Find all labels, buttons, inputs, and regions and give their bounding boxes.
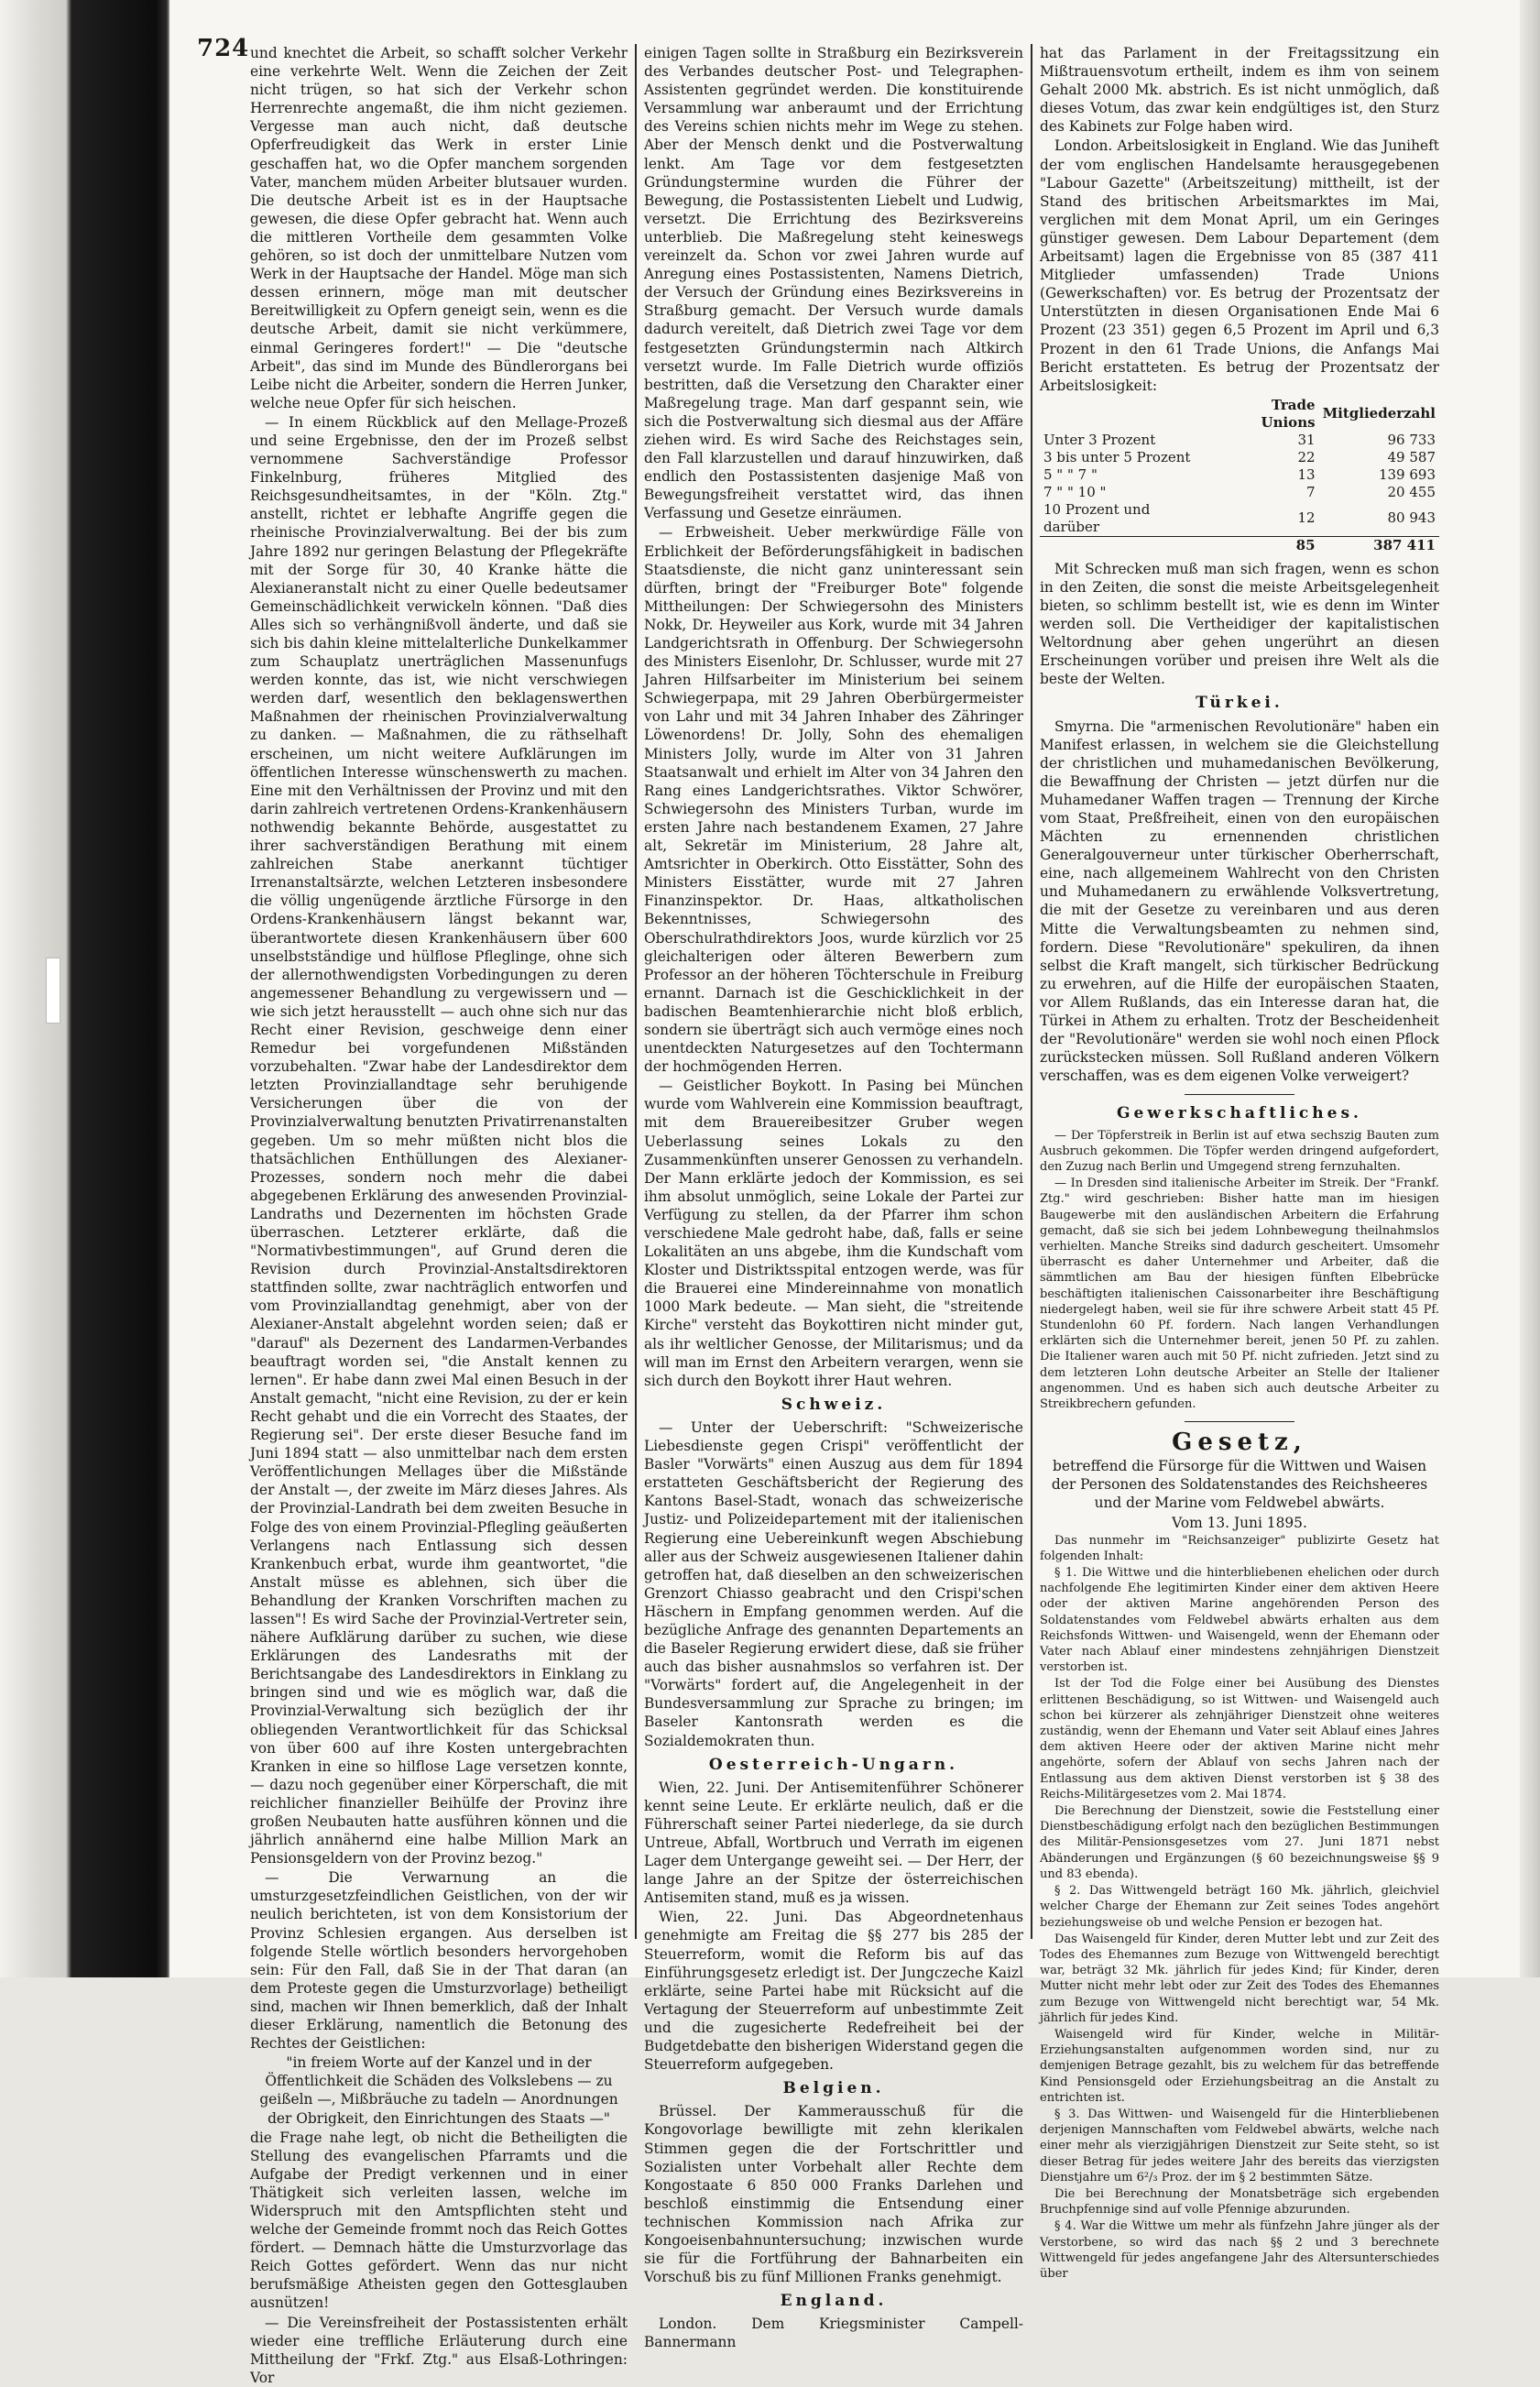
quote-text: "in freiem Worte auf der Kanzel und in der Öffentlichkeit die Schäden des Volkslebens — zu geißeln —, Mißbräuche zu tadeln — Anordnungen der Obrigkeit, den Einrichtungen des Staats —" xyxy=(259,2054,618,2127)
table-row: 5 " " 7 " 13 139 693 xyxy=(1043,465,1436,483)
table-header-blank xyxy=(1040,397,1210,432)
law-paragraph: § 2. Das Wittwengeld beträgt 160 Mk. jährlich, gleichviel welcher Charge der Ehemann zur Zeit seines Todes angehört beziehungsweise ob und welche Pension er bezogen hat. xyxy=(1040,1884,1439,1930)
book-binding xyxy=(0,0,169,1977)
divider-rule xyxy=(1185,1094,1294,1095)
table-total-row: 85 387 411 xyxy=(1040,536,1439,554)
column-rule xyxy=(1031,44,1032,1939)
article-wien-1: Wien, 22. Juni. Der Antisemitenführer Schönerer kennt seine Leute. Er erklärte neulich, daß er die Führerschaft seiner Partei niederlege, da sie durch Untreue, Abfall, Wortbruch und Verrath im eigenen Lager dem Untergange geweiht sei. — Der Herr, der lange Jahre an der Spitze der österreichischen Antisemiten stand, muß es ja wissen. xyxy=(644,1779,1023,1907)
table-row: Unter 3 Prozent 31 96 733 xyxy=(1043,431,1436,448)
article-text: die Frage nahe legt, ob nicht die Betheiligten die Stellung des evangelischen Pfarramts und die Aufgabe der Predigt verkennen und in einer Thätigkeit sich verleiten lassen, welche im Widerspruch mit den Amtspflichten steht und welche der Gemeinde frommt noch das Reich Gottes fördert. — Demnach hätte die Umsturzvorlage das Reich Gottes gefördert. Wenn das nur nicht berufsmäßige Atheisten gegen den Gottesglauben ausnützen! xyxy=(250,2129,628,2312)
trade-unions-table xyxy=(1040,397,1439,554)
article-erbweisheit: — Erbweisheit. Ueber merkwürdige Fälle von Erblichkeit der Beförderungsfähigkeit in badischen Staatsdienste, die nicht ganz uninteressant sein dürften, bringt der "Freiburger Bote" folgende Mittheilungen: Der Schwiegersohn des Ministers Nokk, Dr. Heyweiler aus Kork, wurde mit 34 Jahren Landgerichtsrath in Offenburg. Der Schwiegersohn des Ministers Eisenlohr, Dr. Schlusser, wurde mit 27 Jahren Hilfsarbeiter im Ministerium bei seinem Schwiegerpapa, mit 29 Jahren Oberbürgermeister von Lahr und mit 34 Jahren Inhaber des Zähringer Löwenordens! Dr. Jolly, Sohn des ehemaligen Ministers Jolly, wurde im Alter von 31 Jahren Staatsanwalt und erhielt im Alter von 34 Jahren den Rang eines Landgerichtsrathes. Viktor Schwörer, Schwiegersohn des Ministers Turban, wurde im ersten Jahre nach bestandenem Examen, 27 Jahre alt, Sekretär im Ministerium, 28 Jahre alt, Amtsrichter in Oberkirch. Otto Eisstätter, Sohn des Ministers Eisstätter, wurde mit 27 Jahren Finanzinspektor. Dr. Haas, altkatholischen Bekenntnisses, Schwiegersohn des Oberschulrathdirektors Joos, wurde kürzlich vor 25 gleichalterigen oder älteren Bewerbern zum Professor an der höheren Töchterschule in Freiburg ernannt. Darnach ist die Geschicklichkeit in der badischen Beamtenhierarchie nicht bloß erblich, sondern sie überträgt sich auch vermöge eines noch unentdeckten Naturgesetzes auf den Tochtermann der hochmögenden Herren. xyxy=(644,524,1023,1076)
article-mellage: — In einem Rückblick auf den Mellage-Prozeß und seine Ergebnisse, den der im Prozeß selbst vernommene Sachverständige Professor Finkelnburg, früheres Mitglied des Reichsgesundheitsamtes, in der "Köln. Ztg." anstellt, richtet er lebhafte Angriffe gegen die rheinische Provinzialverwaltung. Bei der bis zum Jahre 1892 nur geringen Belastung der Pflegekräfte mit der Sorge für 30, 40 Kranke hätte die Alexianeranstalt nicht zu einer Quelle bedeutsamer Gemeinschädlichkeit verwickeln können. "Daß dies Alles sich so verhängnißvoll änderte, und daß sie sich bis dahin kleine mittelalterliche Dunkelkammer zum Schauplatz unerträglichen Massenunfugs werden konnte, das ist, wie nicht verschwiegen werden darf, wesentlich den beklagenswerthen Maßnahmen der rheinischen Provinzialverwaltung zu danken. — Maßnahmen, die zu räthselhaft erscheinen, um nicht weitere Aufklärungen im öffentlichen Interesse wünschenswerth zu machen. Eine mit den Verhältnissen der Provinz und mit den darin zahlreich vertretenen Ordens-Krankenhäusern nothwendig bekannte Behörde, ausgestattet zu ihrer sachverständigen Berathung mit einem zahlreichen Stabe anerkannt tüchtiger Irrenanstaltsärzte, welchen Letzteren insbesondere die völlig ungenügende ärztliche Fürsorge in den Ordens-Krankenhäusern längst bekannt war, überantwortete diesen Krankenhäusern über 600 unselbstständige und hülflose Pfleglinge, ohne sich der allernothwendigsten Vorbedingungen zu deren angemessener Behandlung zu vergewissern und — wie sich jetzt herausstellt — auch ohne sich nur das Recht einer Revision, geschweige denn einer Remedur bei vorgefundenen Mißständen vorzubehalten. "Zwar habe der Landesdirektor dem letzten Provinziallandtage sehr beruhigende Versicherungen über die von der Provinzialverwaltung benutzten Privatirrenanstalten gegeben. Um so mehr müßten nicht blos die thatsächlichen Enthüllungen des Alexianer-Prozesses, sondern noch mehr die dabei abgegebenen Erklärung des anwesenden Provinzial-Landraths und Dezernenten im höchsten Grade überraschen. Letzterer erklärte, daß die "Normativbestimmungen", auf Grund deren die Revision durch Provinzial-Anstaltsdirektoren stattfinden sollte, zwar nachträglich entworfen und vom Provinziallandtag genehmigt, aber von der Alexianer-Anstalt abgelehnt worden seien; daß er "darauf" als Dezernent des Landarmen-Verbandes beauftragt worden sei, "die Anstalt kennen zu lernen". Er habe dann zwei Mal einen Besuch in der Anstalt gemacht, "nicht eine Revision, zu der er kein Recht gehabt und die ein Vorrecht des Staates, der Regierung sei". Der erste dieser Besuche fand im Juni 1894 statt — also unmittelbar nach dem ersten Veröffentlichungen Mellages über die Mißstände der Anstalt —, der zweite im März dieses Jahres. Als der Provinzial-Landrath bei dem zweiten Besuche in Folge des von einem Provinzial-Pflegling geäußerten Verlangens nach Entlassung sich dessen Krankenbuch erbat, wurde ihm geantwortet, "die Anstalt müsse es ablehnen, sich über die Behandlung der Kranken Vorschriften machen zu lassen"! Es wird Sache der Provinzial-Vertreter sein, nähere Aufklärung darüber zu suchen, wie diese Erklärungen des Landesraths mit der Berichtsangabe des Landesdirektors in Einklang zu bringen sind und wie es möglich war, daß die Provinzial-Verwaltung sich bezüglich der ihr obliegenden Verantwortlichkeit für das Schicksal von über 600 auf ihre Kosten untergebrachten Kranken in eine so hilflose Lage versetzen konnte, — dazu noch gegenüber einer Körperschaft, die mit reichlicher finanzieller Beihülfe der Provinz ihre großen Neubauten hatte ausführen können und die jährlich annähernd eine halbe Million Mark an Pensionsgeldern von der Provinz bezog." xyxy=(250,413,628,1867)
article-text: einigen Tagen sollte in Straßburg ein Bezirksverein des Verbandes deutscher Post- und Telegraphen-Assistenten gegründet werden. Die konstituirende Versammlung war anberaumt und der Errichtung des Vereins schien nichts mehr im Wege zu stehen. Aber der Mensch denkt und die Postverwaltung lenkt. Am Tage vor dem festgesetzten Gründungstermine wurden die Führer der Bewegung, die Postassistenten Liebelt und Ludwig, versetzt. Die Errichtung des Bezirksvereins unterblieb. Die Maßregelung steht keineswegs vereinzelt da. Schon vor zwei Jahren wurde auf Anregung eines Postassistenten, Namens Dietrich, der Versuch der Gründung eines Bezirksvereins in Straßburg gemacht. Der Versuch wurde damals dadurch vereitelt, daß Dietrich zwei Tage vor dem festgesetzten Gründungstermin nach Altkirch versetzt wurde. Im Falle Dietrich wurde offiziös bestritten, daß die Versetzung den Charakter einer Maßregelung trage. Man darf gespannt sein, wie sich die Postverwaltung sich diesmal aus der Affäre ziehen wird. Es wird Sache des Reichstages sein, den Fall klarzustellen und darauf hinzuwirken, daß endlich den Postassistenten dasjenige Maß von Bewegungsfreiheit verstattet wird, das ihnen Verfassung und Gesetze einräumen. xyxy=(644,45,1023,522)
table-row: 7 " " 10 " 7 20 455 xyxy=(1043,483,1436,500)
law-intro: Das nunmehr im "Reichsanzeiger" publizirte Gesetz hat folgenden Inhalt: xyxy=(1040,1533,1439,1563)
article-smyrna: Smyrna. Die "armenischen Revolutionäre" haben ein Manifest erlassen, in welchem sie die Gleichstellung der christlichen und muhamedanischen Bevölkerung, die Bewaffnung der Christen — jetzt dürfen nur die Muhamedaner Waffen tragen — Trennung der Kirche vom Staat, Preßfreiheit, einen von den europäischen Mächten zu ernennenden christlichen Generalgouverneur unter türkischer Oberherrschaft, eine, nach allgemeinem Wahlrecht von den Christen und Muhamedanern zu erwählende Volksvertretung, die mit der Gesetze zu vereinbaren und aus deren Mitte die Verwaltungsbeamten zu nehmen sind, fordern. Diese "Revolutionäre" spekuliren, da ihnen selbst die Kraft mangelt, sich türkischer Bedrückung zu erwehren, auf die Hilfe der europäischen Staaten, vor Allem Rußlands, das ein Interesse daran hat, die Türkei in Athem zu erhalten. Trotz der Bescheidenheit der "Revolutionäre" werden sie wohl noch einen Pflock zurückstecken müssen. Soll Rußland anderen Völkern verschaffen, was es dem eigenen Volke verweigert? xyxy=(1040,717,1439,1085)
table-row: 10 Prozent und darüber 12 80 943 xyxy=(1043,500,1436,535)
law-paragraph: § 3. Das Wittwen- und Waisengeld für die Hinterbliebenen derjenigen Mannschaften vom Feldwebel abwärts, welche nach einer mehr als vierzigjährigen Dienstzeit zur Seite steht, so ist dieser Betrag für jedes weitere Jahr des bereits das vierzigsten Dienstjahre um 6²/₃ Proz. der im § 2 bestimmten Sätze. xyxy=(1040,2107,1439,2184)
law-paragraph: Waisengeld wird für Kinder, welche in Militär-Erziehungsanstalten aufgenommen worden sind, nur zu demjenigen Betrage gezahlt, bis zu welchem für das betreffende Kind Pensionsgeld oder Erziehungsbeitrag an die Anstalt zu entrichten ist. xyxy=(1040,2027,1439,2105)
article-text: hat das Parlament in der Freitagssitzung ein Mißtrauensvotum ertheilt, indem es ihm von seinem Gehalt 2000 Mk. abstrich. Es ist nicht unmöglich, daß dieses Votum, das zwar kein endgültiges ist, den Sturz des Kabinets zur Folge haben wird. xyxy=(1040,45,1439,136)
law-paragraph: Die bei Berechnung der Monatsbeträge sich ergebenden Bruchpfennige sind auf volle Pfennige abzurunden. xyxy=(1040,2186,1439,2217)
article-wien-2: Wien, 22. Juni. Das Abgeordnetenhaus genehmigte am Freitag die §§ 277 bis 285 der Steuerreform, womit die Reform bis auf das Einführungsgesetz erledigt ist. Der Jungczeche Kaizl erklärte, seine Partei habe mit Rücksicht auf die Vertagung der Steuerreform auf unbestimmte Zeit und die zugesicherte Redefreiheit bei der Budgetdebatte den bisherigen Widerstand gegen die Steuerreform aufgegeben. xyxy=(644,1909,1023,2074)
table-header-members: Mitgliederzahl xyxy=(1322,405,1436,422)
divider-rule xyxy=(1185,1421,1294,1422)
law-paragraph: Ist der Tod die Folge einer bei Ausübung des Dienstes erlittenen Beschädigung, so ist Wittwen- und Waisengeld auch schon bei kürzerer als zehnjähriger Dienstzeit ohne weiteres zuständig, wenn der Ehemann und Vater seit Ablauf eines Jahres dem aktiven Heere oder der aktiven Marine nicht mehr angehörte, sofern der Ablauf von sechs Jahren nach der Entlassung aus dem aktiven Dienst verstorben ist § 38 des Reichs-Militärgesetzes vom 2. Mai 1874. xyxy=(1040,1677,1439,1801)
column-1 xyxy=(250,44,628,2386)
article-bruessel: Brüssel. Der Kammerausschuß für die Kongovorlage bewilligte mit zehn klerikalen Stimmen gegen die der Fortschrittler und Sozialisten unter Vorbehalt aller Rechte dem Kongostaate 6 850 000 Franks Darlehen und beschloß einstimmig die Entsendung einer technischen Kommission nach Afrika zur Kongoeisenbahnuntersuchung; inzwischen wurde sie für die Fortführung der Bahnarbeiten ein Vorschuß bis zu fünf Millionen Franks genehmigt. xyxy=(644,2103,1023,2286)
newspaper-page xyxy=(169,0,1540,2386)
article-london: London. Dem Kriegsminister Campell-Bannermann xyxy=(644,2316,1023,2351)
article-toepferstreik: — Der Töpferstreik in Berlin ist auf etwa sechszig Bauten zum Ausbruch gekommen. Die Töpfer werden dringend aufgefordert, den Zuzug nach Berlin und Umgegend streng fernzuhalten. xyxy=(1040,1128,1439,1174)
section-heading-belgien: Belgien. xyxy=(782,2079,885,2098)
page-number: 724 xyxy=(197,35,250,62)
table-row: 3 bis unter 5 Prozent 22 49 587 xyxy=(1043,448,1436,465)
law-title: betreffend die Fürsorge für die Wittwen und Waisen der Personen des Soldatenstandes des Reichsheeres und der Marine vom Feldwebel abwärts. xyxy=(1051,1458,1428,1512)
column-2 xyxy=(644,44,1023,2351)
law-date: Vom 13. Juni 1895. xyxy=(1172,1514,1307,1531)
law-paragraph: § 1. Die Wittwe und die hinterbliebenen ehelichen oder durch nachfolgende Ehe legitimirten Kinder einer dem aktiven Heere oder der aktiven Marine angehörenden Person des Soldatenstandes vom Feldwebel abwärts erhalten aus dem Reichsfonds Wittwen- und Waisengeld, wenn der Ehemann oder Vater nach Ablauf einer mindestens zehnjährigen Dienstzeit verstorben ist. xyxy=(1040,1566,1439,1675)
article-text: und knechtet die Arbeit, so schafft solcher Verkehr eine verkehrte Welt. Wenn die Zeichen der Zeit nicht trügen, so hat sich der Verkehr schon Herrenrechte angemaßt, die ihm nicht geziemen. Vergesse man auch nicht, daß deutsche Opferfreudigkeit das Werk in erster Linie geschaffen hat, wo die Opfer manchem sorgenden Vater, manchem müden Arbeiter blutsauer wurden. Die deutsche Arbeit ist es in der Hauptsache gewesen, die diese Opfer gebracht hat. Wenn auch die mittleren Vortheile dem gesammten Volke gehören, so ist doch der unmittelbare Nutzen vom Werk in der Hauptsache der Handel. Möge man sich dessen erinnern, möge man mit deutscher Bereitwilligkeit zu Opfern geneigt sein, wenn es die deutsche Arbeit, damit sie nicht verkümmere, einmal Geringeres fordert!" — Die "deutsche Arbeit", das sind im Munde des Bündlerorgans bei Leibe nicht die Arbeiter, sondern die Herren Junker, welche neue Opfer für sich heischen. xyxy=(250,45,628,411)
law-paragraph: Die Berechnung der Dienstzeit, sowie die Feststellung einer Dienstbeschädigung erfolgt nach den bezüglichen Bestimmungen des Militär-Pensionsgesetzes vom 27. Juni 1871 nebst Abänderungen und Ergänzungen (§ 60 bezeichnungsweise §§ 9 und 83 ebenda). xyxy=(1040,1804,1439,1881)
law-paragraph: Das Waisengeld für Kinder, deren Mutter lebt und zur Zeit des Todes des Ehemannes zum Bezuge von Wittwengeld berechtigt war, beträgt 32 Mk. jährlich für jedes Kind; für Kinder, deren Mutter nicht mehr lebt oder zur Zeit des Todes des Ehemannes zum Bezuge von Wittwengeld nicht berechtigt war, 54 Mk. jährlich für jedes Kind. xyxy=(1040,1932,1439,2025)
article-text: Mit Schrecken muß man sich fragen, wenn es schon in den Zeiten, die sonst die meiste Arbeitsgelegenheit bieten, so schlimm bestellt ist, wie es denn im Winter werden soll. Die Vertheidiger der kapitalistischen Weltordnung aber gehen ungerührt an diesen Erscheinungen vorüber und preisen ihre Welt als die beste der Welten. xyxy=(1040,560,1439,688)
section-heading-gewerkschaftliches: Gewerkschaftliches. xyxy=(1117,1104,1362,1123)
section-heading-england: England. xyxy=(780,2292,888,2311)
section-heading-oesterreich: Oesterreich-Ungarn. xyxy=(708,1755,959,1774)
table-header-unions: Trade Unions xyxy=(1261,396,1316,431)
article-verwarnung: — Die Verwarnung an die umsturzgesetzfeindlichen Geistlichen, von der wir neulich berichteten, ist von dem Konsistorium der Provinz Schlesien ergangen. Aus derselben ist folgende Stelle wörtlich besonders hervorgehoben sein: Für den Fall, daß Sie in der That daran (an dem Proteste gegen die Umsturzvorlage) betheiligt sind, machen wir Ihnen bemerklich, daß der Inhalt dieser Erklärung, namentlich die Betonung des Rechtes der Geistlichen: xyxy=(250,1869,628,2053)
article-boykott: — Geistlicher Boykott. In Pasing bei München wurde vom Wahlverein eine Kommission beauftragt, mit dem Brauereibesitzer Gruber wegen Ueberlassung seines Lokals zu den Zusammenkünften unserer Genossen zu verhandeln. Der Mann erklärte jedoch der Kommission, es sei ihm absolut unmöglich, seine Lokale der Partei zur Verfügung zu stellen, da der Pfarrer ihm schon verschiedene Male gedroht habe, daß, falls er seine Lokalitäten an uns abgebe, ihm die Kundschaft vom Kloster und Distriktsspital entzogen werde, was für die Brauerei eine Mindereinnahme von monatlich 1000 Mark bedeute. — Man sieht, die "streitende Kirche" versteht das Boykottiren nicht minder gut, als ihr weltlicher Genosse, der Militarismus; und da will man im Ernst den Arbeitern verargen, wenn sie sich durch den Boykott ihrer Haut wehren. xyxy=(644,1078,1023,1389)
article-dresden: — In Dresden sind italienische Arbeiter im Streik. Der "Frankf. Ztg." wird geschrieben: Bisher hatte man im hiesigen Baugewerbe mit den ausländischen Arbeitern die Erfahrung gemacht, daß sie sich bei jedem Lohnbewegung theilnahmslos verhielten. Manche Streiks sind dadurch gescheitert. Umsomehr überrascht es daher Unternehmer und Arbeiter, daß die sämmtlichen am Bau der hiesigen fünften Elbebrücke beschäftigten italienischen Caissonarbeiter ihre Beschäftigung niedergelegt haben, weil sie für ihre schwere Arbeit statt 45 Pf. Stundenlohn 60 Pf. fordern. Nach langen Verhandlungen erklärten sich die Unternehmer bereit, jenen 50 Pf. zu zahlen. Die Italiener waren auch mit 50 Pf. nicht zufrieden. Jetzt sind zu dem letzteren Lohn deutsche Arbeiter an Stelle der Italiener angenommen. Und es haben sich auch deutsche Arbeiter zu Streikbrechern gefunden. xyxy=(1040,1177,1439,1411)
law-paragraph: § 4. War die Wittwe um mehr als fünfzehn Jahre jünger als der Verstorbene, so wird das nach §§ 2 und 3 berechnete Wittwengeld für jedes angefangene Jahr des Altersunterschiedes über xyxy=(1040,2219,1439,2281)
article-schweiz: — Unter der Ueberschrift: "Schweizerische Liebesdienste gegen Crispi" veröffentlicht der Basler "Vorwärts" einen Auszug aus dem für 1894 erstatteten Geschäftsbericht der Regierung des Kantons Basel-Stadt, wonach das schweizerische Justiz- und Polizeidepartement mit der italienischen Regierung eine Uebereinkunft wegen Abschiebung aller aus der Schweiz ausgewiesenen Italiener dahin getroffen hat, daß dieselben an den schweizerischen Grenzort Chiasso geabracht und den Crispi'schen Häschern in Empfang genommen werden. Auf die bezügliche Anfrage des genannten Departements an die Baseler Regierung erwidert diese, daß sie früher auch das bisher ausnahmslos so verfahren ist. Der "Vorwärts" fordert auf, die Angelegenheit in der Bundesversammlung zur Sprache zu bringen; im Baseler Kantonsrath werden es die Sozialdemokraten thun. xyxy=(644,1418,1023,1749)
section-heading-tuerkei: Türkei. xyxy=(1196,694,1283,713)
section-heading-gesetz: Gesetz, xyxy=(1172,1429,1307,1457)
section-heading-schweiz: Schweiz. xyxy=(781,1395,887,1414)
article-arbeitslosigkeit: London. Arbeitslosigkeit in England. Wie das Juniheft der vom englischen Handelsamte herausgegebenen "Labour Gazette" (Arbeitszeitung) mittheilt, ist der Stand des britischen Arbeitsmarktes im Mai, verglichen mit dem Monat April, um ein Geringes günstiger gewesen. Dem Labour Departement (dem Arbeitsamt) lagen die Ergebnisse von 85 (387 411 Mitglieder umfassenden) Trade Unions (Gewerkschaften) vor. Es betrug der Prozentsatz der Unterstützten in diesen Organisationen Ende Mai 6 Prozent (23 351) gegen 6,5 Prozent im April und 6,3 Prozent in den 61 Trade Unions, die Anfangs Mai Bericht erstatteten. Es betrug der Prozentsatz der Arbeitslosigkeit: xyxy=(1040,137,1439,394)
column-rule xyxy=(635,44,637,1939)
column-3 xyxy=(1040,44,1439,2281)
page-edge xyxy=(1520,0,1540,1977)
spine-label xyxy=(46,958,60,1024)
article-vereinsfreiheit: — Die Vereinsfreiheit der Postassistenten erhält wieder eine treffliche Erläuterung durch eine Mittheilung der "Frkf. Ztg." aus Elsaß-Lothringen: Vor xyxy=(250,2314,628,2386)
